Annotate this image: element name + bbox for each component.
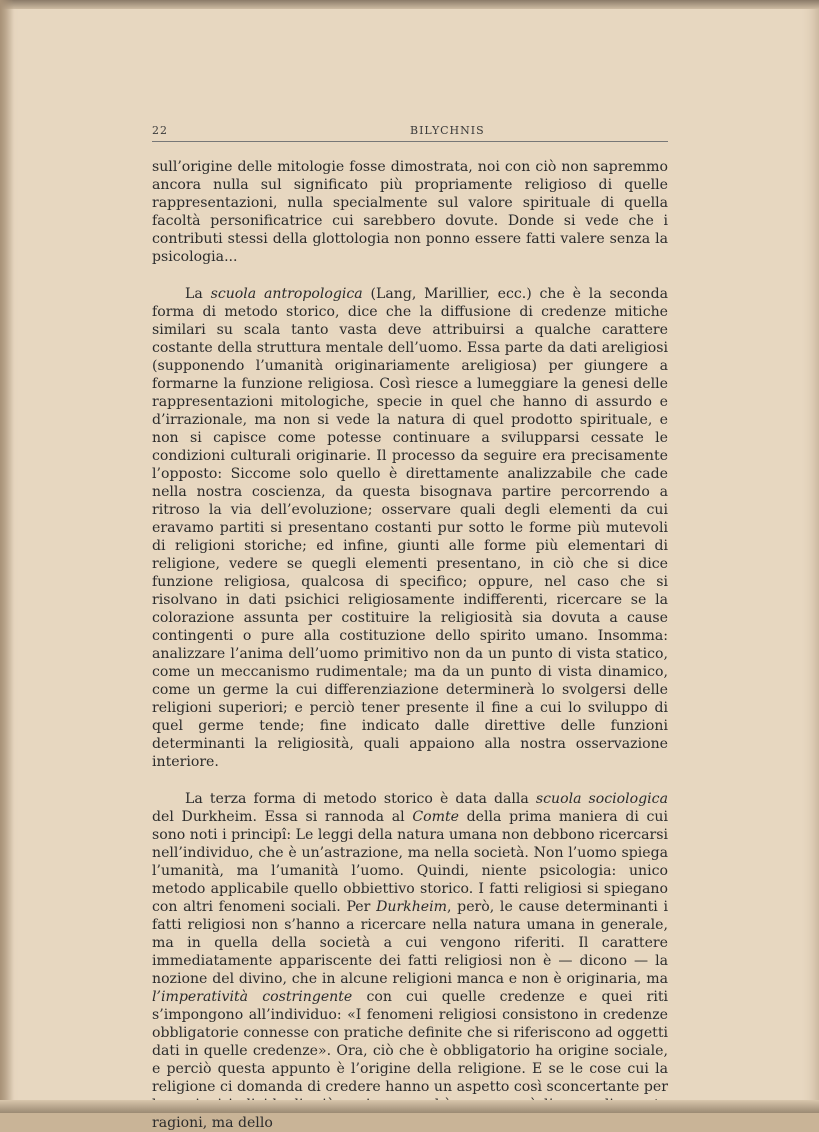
text-segment: con cui quelle credenze e quei riti s’impongono all’individuo: «I fenomeni religiosi consistono in credenze obbligatorie connesse con pratiche definite che si riferiscono ad oggetti dati in quelle credenze». Ora, ciò che è obbligatorio ha origine sociale, e perciò questa appunto è l’origine della religione. E se le cose cui la religione ci domanda di credere hanno un aspetto così sconcertante per ragioni, ma dello: [152, 989, 668, 1131]
page-binding-shadow: [0, 0, 14, 1113]
text-segment: , però, le cause determinanti i fatti religiosi non s’hanno a ricercare nella natura umana in generale, ma in quella della società a cui vengono riferiti. Il carattere immediatamente appariscente dei fatti religiosi non è — dicono — la nozione del divino, che in alcune religioni manca e non è originaria, ma: [152, 899, 668, 987]
text-segment: (Lang, Marillier, ecc.) che è la seconda forma di metodo storico, dice che la diffusione di credenze mitiche similari su scala tanto vasta deve attribuirsi a qualche carattere costante della struttura mentale dell’uomo. Essa parte da dati areligiosi (supponendo l’umanità originariamente areligiosa) per giungere a formarne la funzione religiosa. Così riesce a lumeggiare la genesi delle rappresentazioni mitologiche, specie in quel che hanno di assurdo e d’irrazionale, ma non si vede la natura di quel prodotto spirituale, e non si capisce come potesse continuare a svilupparsi cessate le condizioni culturali originarie. Il processo da seguire era precisamente l’opposto: Siccome solo quello è direttamente analizzabile che cade nella nostra coscienza, da questa bisognava partire percorrendo a ritroso la via dell’evoluzione; osservare quali degli elementi da cui eravamo partiti si presentano costanti pur sotto le forme più mutevoli di religioni storiche; ed infine, giunti alle forme più elementari di religione, vedere se quegli elementi presentano, in ciò che si dice funzione religiosa, qualcosa di specifico; oppure, nel caso che si risolvano in dati psichici religiosamente indifferenti, ricercare se la colorazione assunta per costituire la religiosità sia dovuta a cause contingenti o pure alla costituzione dello spirito umano. Insomma: analizzare l’anima dell’uomo primitivo non da un punto di vista statico, come un meccanismo rudimentale; ma da un punto di vista dinamico, come un germe la cui differenziazione determinerà lo svolgersi delle religioni superiori; e perciò tener presente il fine a cui lo sviluppo di quel germe tende; fine indicato dalle direttive delle funzioni determinanti la religiosità, quali appaiono alla nostra osservazione interiore.: [152, 286, 668, 770]
paragraph: [152, 158, 668, 266]
italic-term: scuola antropologica: [210, 286, 363, 302]
running-title: BILYCHNIS: [410, 124, 485, 137]
italic-term: l’imperatività costringente: [152, 989, 353, 1005]
paragraph: [152, 285, 668, 771]
text-segment: della prima maniera di cui sono noti i principî: Le leggi della natura umana non debbono ricercarsi nell’individuo, che è un’astrazione, ma nella società. Non l’uomo spiega l’umanità, ma l’umanità l’uomo. Quindi, niente psicologia: unico metodo applicabile quello obbiettivo storico. I fatti religiosi si spiegano con altri fenomeni sociali. Per: [152, 809, 668, 915]
paragraph: [152, 790, 668, 1132]
text-segment: La terza forma di metodo storico è data dalla: [185, 791, 536, 807]
italic-term: scuola sociologica: [535, 791, 668, 807]
header-rule: [152, 141, 668, 142]
text-segment: La: [185, 286, 211, 302]
text-segment: del Durkheim. Essa si rannoda al: [152, 809, 413, 825]
page-top-edge: [0, 0, 819, 9]
page-bottom-edge: [0, 1100, 819, 1113]
italic-term: Durkheim: [376, 899, 448, 915]
page-number: 22: [152, 124, 168, 137]
body-text: [152, 158, 668, 1132]
text-segment: sull’origine delle mitologie fosse dimostrata, noi con ciò non sapremmo ancora nulla sul significato più propriamente religioso di quelle rappresentazioni, nulla specialmente sul valore spirituale di quella facoltà personificatrice cui sarebbero dovute. Donde si vede che i contributi stessi della glottologia non ponno essere fatti valere senza la psicologia...: [152, 159, 668, 265]
italic-term: Comte: [412, 809, 459, 825]
